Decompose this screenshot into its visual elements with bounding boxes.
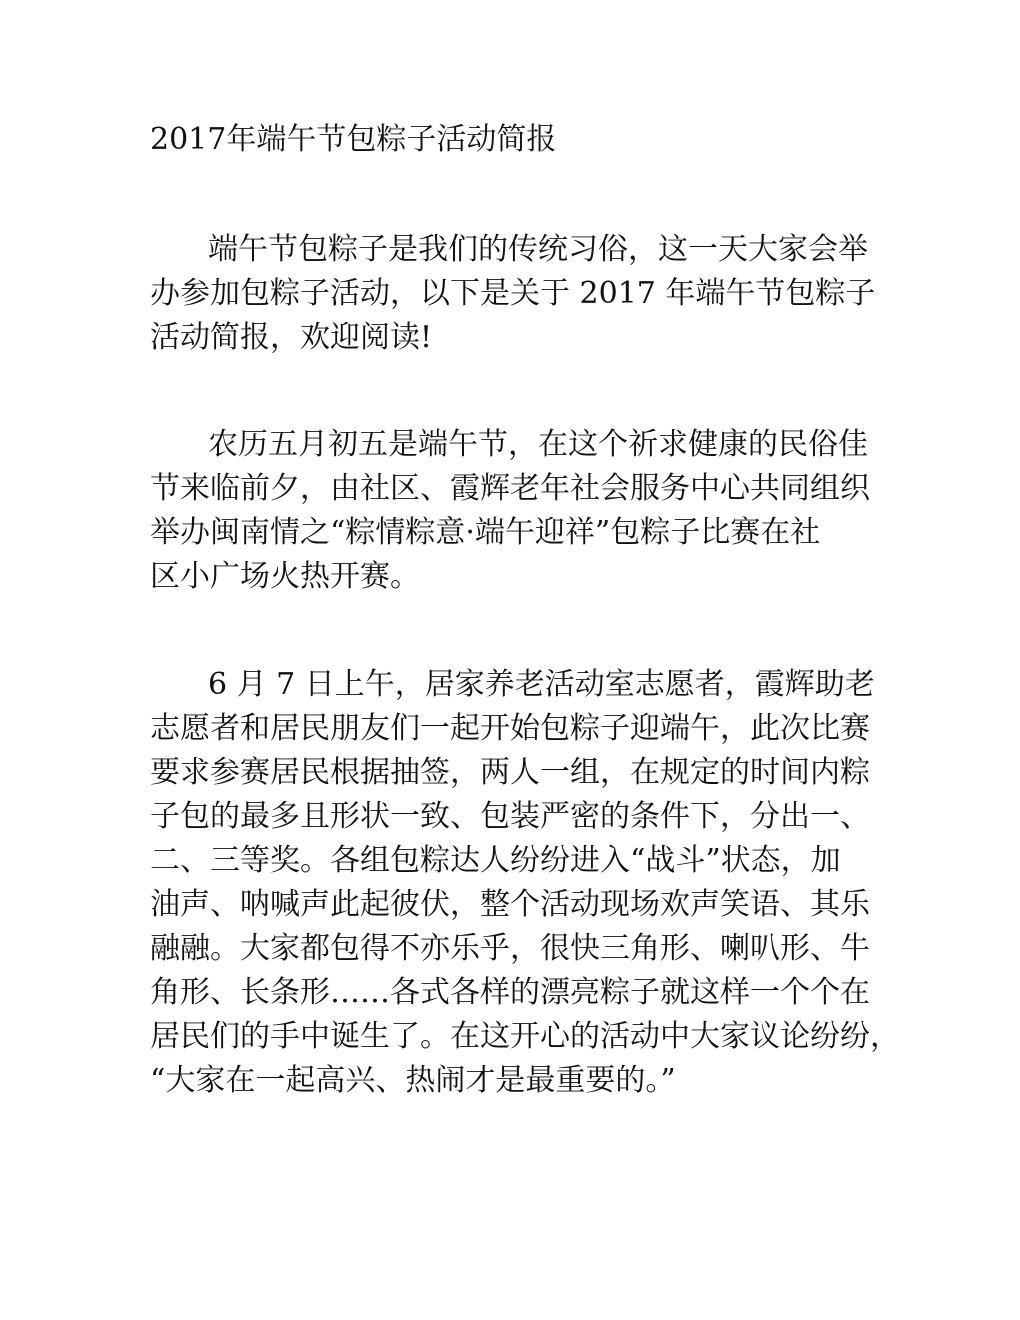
paragraph-3-line-6: 油声、呐喊声此起彼伏，整个活动现场欢声笑语、其乐 bbox=[150, 887, 870, 922]
paragraph-2-line-1: 农历五月初五是端午节，在这个祈求健康的民俗佳 bbox=[208, 427, 868, 462]
paragraph-2-line-4: 区小广场火热开赛。 bbox=[150, 559, 420, 594]
paragraph-3-line-7: 融融。大家都包得不亦乐乎，很快三角形、喇叭形、牛 bbox=[150, 931, 870, 966]
paragraph-1-line-1: 端午节包粽子是我们的传统习俗，这一天大家会举 bbox=[208, 232, 868, 267]
paragraph-3-line-2: 志愿者和居民朋友们一起开始包粽子迎端午，此次比赛 bbox=[150, 711, 870, 746]
paragraph-3-line-1: 6 月 7 日上午，居家养老活动室志愿者，霞辉助老 bbox=[208, 667, 875, 702]
paragraph-3-line-5: 二、三等奖。各组包粽达人纷纷进入“战斗”状态，加 bbox=[150, 843, 841, 878]
paragraph-2-line-2: 节来临前夕，由社区、霞辉老年社会服务中心共同组织 bbox=[150, 471, 870, 506]
paragraph-3-line-8: 角形、长条形……各式各样的漂亮粽子就这样一个个在 bbox=[150, 975, 870, 1010]
paragraph-3-line-4: 子包的最多且形状一致、包装严密的条件下，分出一、 bbox=[150, 799, 870, 834]
paragraph-3-line-3: 要求参赛居民根据抽签，两人一组，在规定的时间内粽 bbox=[150, 755, 870, 790]
paragraph-2-line-3: 举办闽南情之“粽情粽意·端午迎祥”包粽子比赛在社 bbox=[150, 515, 821, 550]
document-title: 2017年端午节包粽子活动简报 bbox=[150, 122, 557, 157]
paragraph-3-line-10: “大家在一起高兴、热闹才是最重要的。” bbox=[150, 1063, 676, 1098]
paragraph-1-line-3: 活动简报，欢迎阅读! bbox=[150, 320, 433, 355]
paragraph-3-line-9: 居民们的手中诞生了。在这开心的活动中大家议论纷纷， bbox=[150, 1019, 900, 1054]
paragraph-1-line-2: 办参加包粽子活动，以下是关于 2017 年端午节包粽子 bbox=[150, 276, 876, 311]
